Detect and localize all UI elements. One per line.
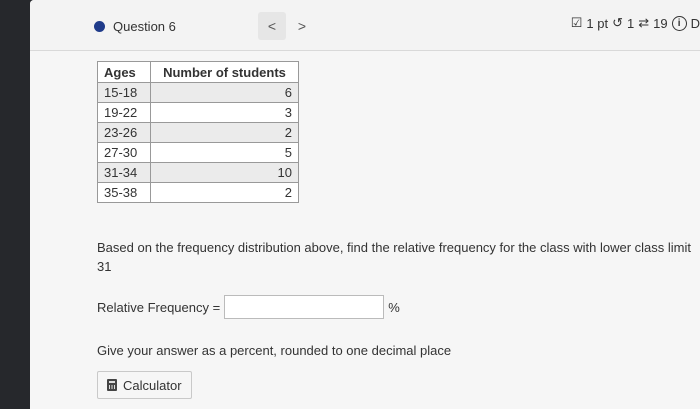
age-cell: 23-26 [98,123,151,143]
details-link[interactable]: D [690,15,700,31]
age-cell: 19-22 [98,103,151,123]
count-cell: 10 [151,163,299,183]
age-cell: 15-18 [98,83,151,103]
answer-label: Relative Frequency = [97,299,221,315]
question-meta [571,15,700,31]
table-row [98,83,299,103]
table-row [98,123,299,143]
question-selector-label: Question 6 [113,18,176,34]
answer-instructions: Give your answer as a percent, rounded to one decimal place [97,343,452,358]
relative-frequency-input[interactable] [224,295,384,319]
percent-unit: % [388,299,400,315]
status-dot-icon [94,21,105,32]
column-header-students: Number of students [151,62,299,83]
retries-count: 1 [627,15,635,31]
calculator-button[interactable] [97,371,192,399]
column-header-ages: Ages [98,62,151,83]
count-cell: 2 [151,123,299,143]
table-row [98,183,299,203]
count-cell: 5 [151,143,299,163]
count-cell: 3 [151,103,299,123]
points-label: 1 pt [586,15,609,31]
calculator-icon [107,379,117,391]
question-header [30,0,700,51]
table-row [98,163,299,183]
info-icon[interactable]: i [672,16,687,31]
age-cell: 31-34 [98,163,151,183]
age-cell: 35-38 [98,183,151,203]
cycle-icon: ⇄ [638,15,650,30]
answer-row [97,295,400,319]
frequency-table [97,61,299,203]
calculator-label: Calculator [123,377,182,393]
checkbox-icon: ☑ [570,15,583,30]
count-cell: 6 [151,83,299,103]
table-row [98,143,299,163]
quiz-screen [30,0,700,409]
previous-question-button[interactable]: < [258,12,286,40]
undo-icon: ↺ [612,15,623,30]
attempts-count: 19 [653,15,668,31]
table-row [98,103,299,123]
question-selector[interactable] [94,14,284,38]
age-cell: 27-30 [98,143,151,163]
next-question-button[interactable]: > [297,18,307,34]
count-cell: 2 [151,183,299,203]
question-prompt: Based on the frequency distribution above, find the relative frequency for the class with lower class limit 31 [97,240,691,274]
